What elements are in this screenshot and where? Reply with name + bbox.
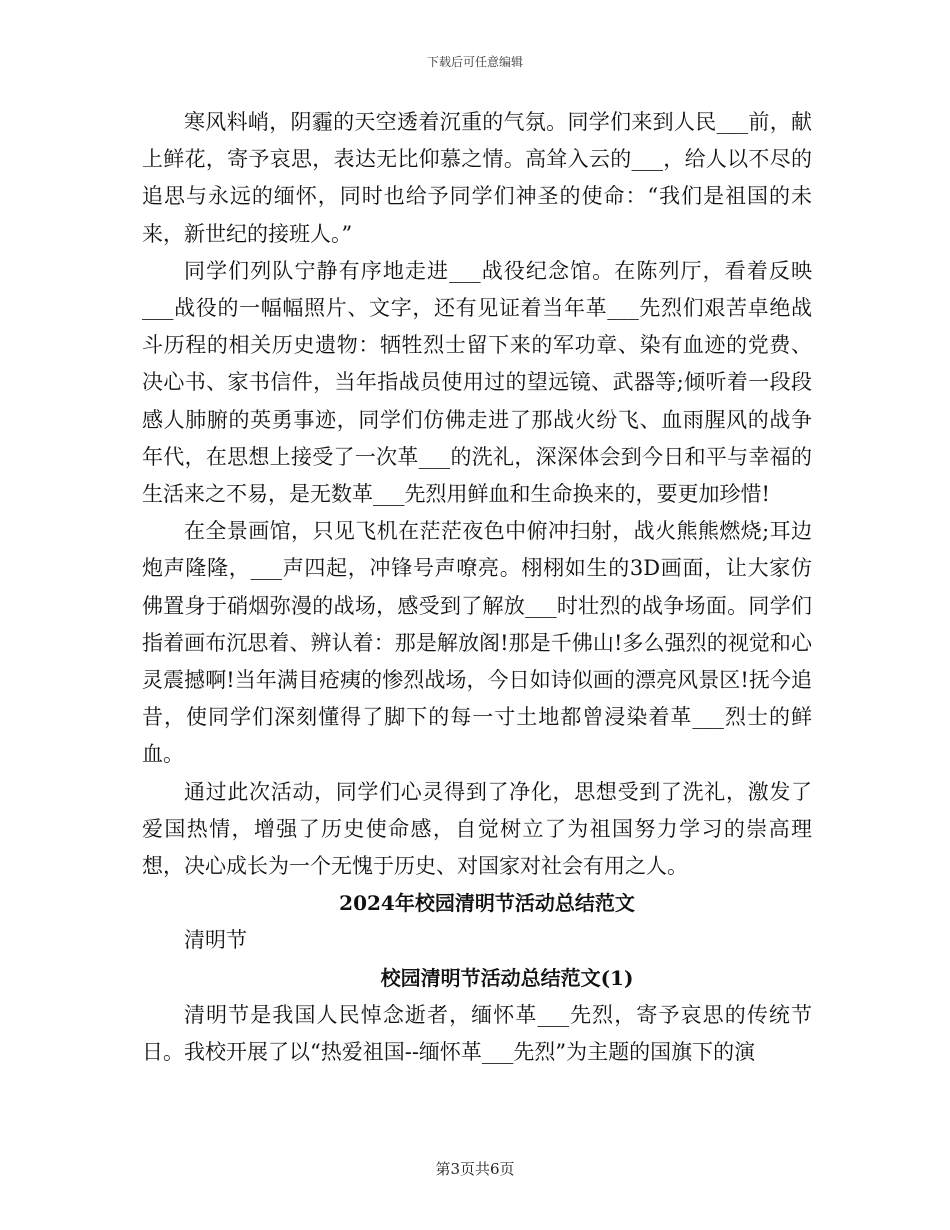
paragraph-2: 同学们列队宁静有序地走进___战役纪念馆。在陈列厅，看着反映___战役的一幅幅照片、文字，还有见证着当年革___先烈们艰苦卓绝战斗历程的相关历史遗物：牺牲烈士留下来的军功章、染有血迹的党费、决心书、家书信件，当年指战员使用过的望远镜、武器等;倾听着一段段感人肺腑的英勇事迹，同学们仿佛走进了那战火纷飞、血雨腥风的战争年代，在思想上接受了一次革___的洗礼，深深体会到今日和平与幸福的生活来之不易，是无数革___先烈用鲜血和生命换来的，要更加珍惜! xyxy=(142,258,812,507)
document-body xyxy=(142,104,812,1071)
paragraph-3: 在全景画馆，只见飞机在茫茫夜色中俯冲扫射，战火熊熊燃烧;耳边炮声隆隆，___声四起，冲锋号声嘹亮。栩栩如生的3D画面，让大家仿佛置身于硝烟弥漫的战场，感受到了解放___时壮烈的战争场面。同学们指着画布沉思着、辨认着：那是解放阁!那是千佛山!多么强烈的视觉和心灵震撼啊!当年满目疮痍的惨烈战场，今日如诗似画的漂亮风景区!抚今追昔，使同学们深刻懂得了脚下的每一寸土地都曾浸染着革___烈士的鲜血。 xyxy=(142,519,812,767)
section-title: 2024年校园清明节活动总结范文 xyxy=(339,891,635,916)
paragraph-1: 寒风料峭，阴霾的天空透着沉重的气氛。同学们来到人民___前，献上鲜花，寄予哀思，表达无比仰慕之情。高耸入云的___，给人以不尽的追思与永远的缅怀，同时也给予同学们神圣的使命：“我们是祖国的未来，新世纪的接班人。” xyxy=(142,110,812,246)
page-footer: 第3页共6页 xyxy=(435,1160,515,1178)
paragraph-4: 通过此次活动，同学们心灵得到了净化，思想受到了洗礼，激发了爱国热情，增强了历史使命感，自觉树立了为祖国努力学习的崇高理想，决心成长为一个无愧于历史、对国家对社会有用之人。 xyxy=(142,779,812,879)
paragraph-5: 清明节是我国人民悼念逝者，缅怀革___先烈，寄予哀思的传统节日。我校开展了以“热爱祖国--缅怀革___先烈”为主题的国旗下的演 xyxy=(142,1002,812,1065)
page-header: 下载后可任意编辑 xyxy=(426,55,523,69)
section-subtitle: 校园清明节活动总结范文(1) xyxy=(380,965,634,990)
section-tag: 清明节 xyxy=(184,928,247,953)
